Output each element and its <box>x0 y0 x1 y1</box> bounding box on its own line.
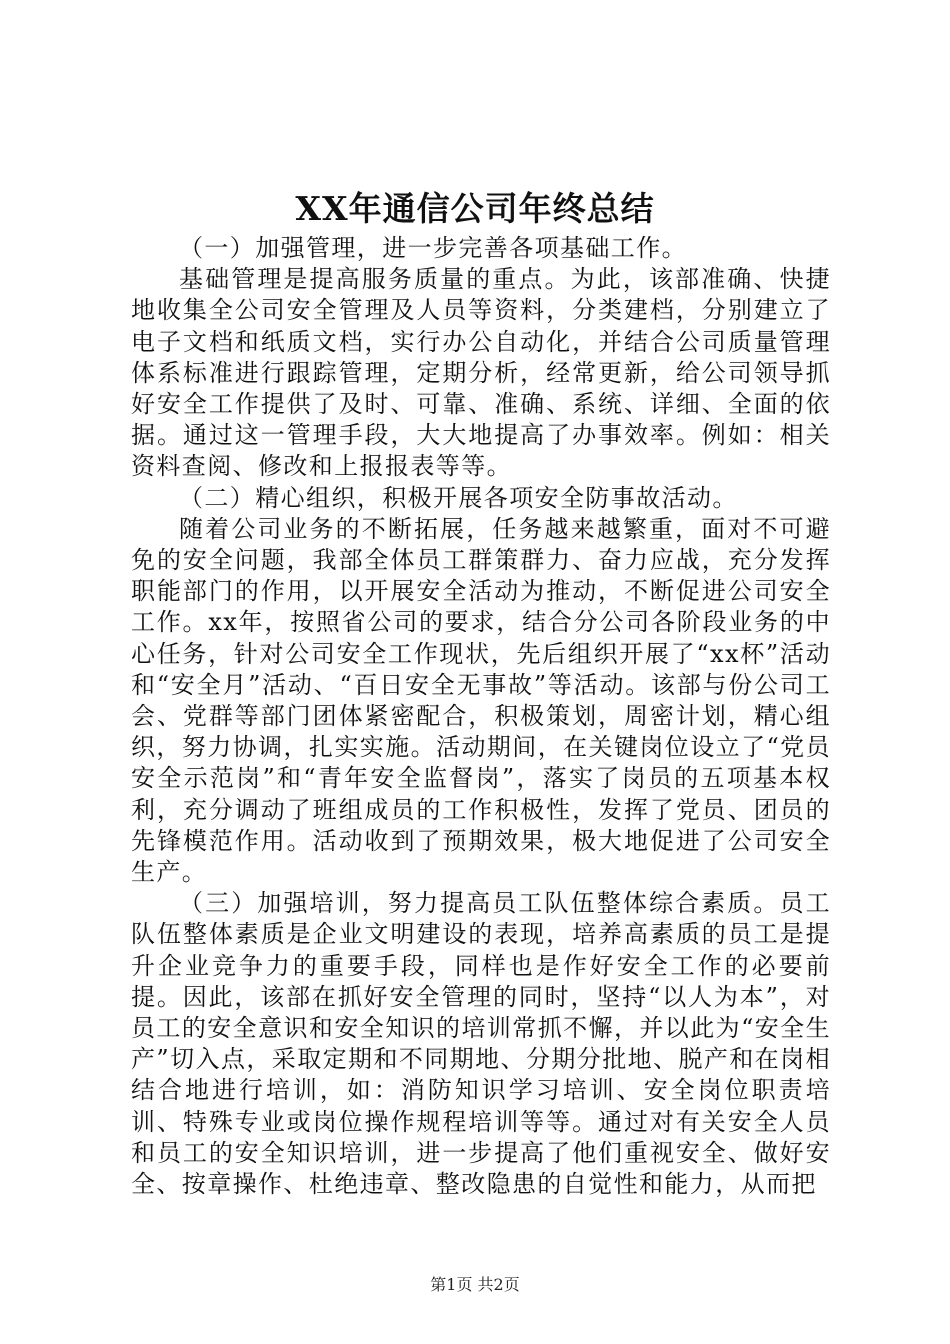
paragraph-2: 随着公司业务的不断拓展，任务越来越繁重，面对不可避免的安全问题，我部全体员工群策群力、奋力应战，充分发挥职能部门的作用，以开展安全活动为推动，不断促进公司安全工作。xx年，按照省公司的要求，结合分公司各阶段业务的中心任务，针对公司安全工作现状，先后组织开展了“xx杯”活动和“安全月”活动、“百日安全无事故”等活动。该部与份公司工会、党群等部门团体紧密配合，积极策划，周密计划，精心组织，努力协调，扎实实施。活动期间，在关键岗位设立了“党员安全示范岗”和“青年安全监督岗”，落实了岗员的五项基本权利，充分调动了班组成员的工作积极性，发挥了党员、团员的先锋模范作用。活动收到了预期效果，极大地促进了公司安全生产。 <box>131 514 831 887</box>
paragraph-1: 基础管理是提高服务质量的重点。为此，该部准确、快捷地收集全公司安全管理及人员等资料，分类建档，分别建立了电子文档和纸质文档，实行办公自动化，并结合公司质量管理体系标准进行跟踪管理，定期分析，经常更新，给公司领导抓好安全工作提供了及时、可靠、准确、系统、详细、全面的依据。通过这一管理手段，大大地提高了办事效率。例如：相关资料查阅、修改和上报报表等等。 <box>131 265 831 481</box>
document-title: XX年通信公司年终总结 <box>295 189 655 228</box>
section-heading-2: （二）精心组织，积极开展各项安全防事故活动。 <box>179 483 738 512</box>
document-body <box>131 233 831 1200</box>
section-heading-1: （一）加强管理，进一步完善各项基础工作。 <box>179 234 687 262</box>
section-paragraph-3: （三）加强培训，努力提高员工队伍整体综合素质。员工队伍整体素质是企业文明建设的表现，培养高素质的员工是提升企业竞争力的重要手段，同样也是作好安全工作的必要前提。因此，该部在抓好安全管理的同时，坚持“以人为本”，对员工的安全意识和安全知识的培训常抓不懈，并以此为“安全生产”切入点，采取定期和不同期地、分期分批地、脱产和在岗相结合地进行培训，如：消防知识学习培训、安全岗位职责培训、特殊专业或岗位操作规程培训等等。通过对有关安全人员和员工的安全知识培训，进一步提高了他们重视安全、做好安全、按章操作、杜绝违章、整改隐患的自觉性和能力，从而把 <box>131 889 831 1199</box>
page-number-footer: 第1页 共2页 <box>430 1275 520 1294</box>
